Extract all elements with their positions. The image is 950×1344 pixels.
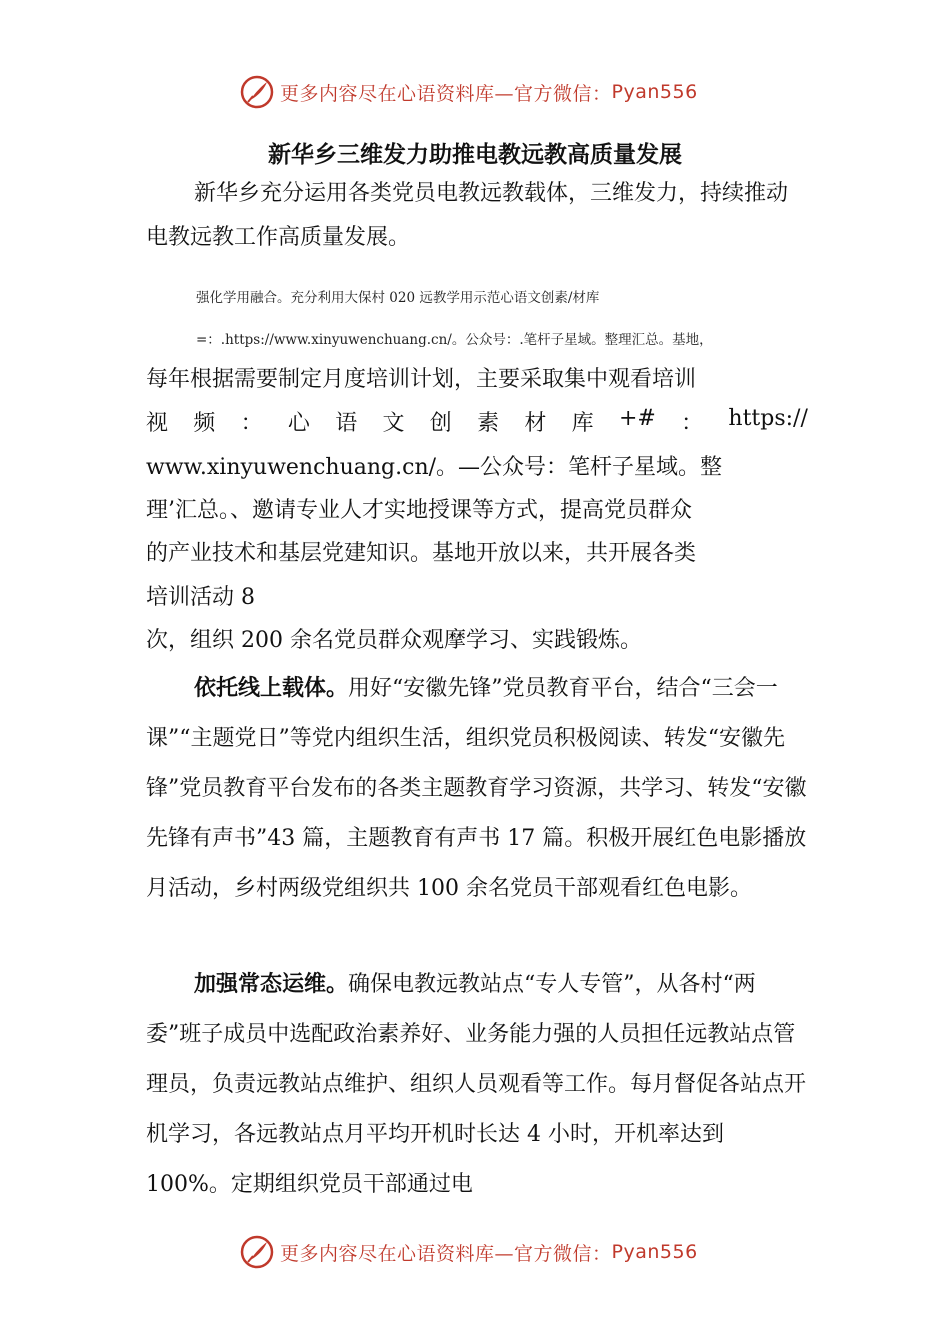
spread-word: 素 xyxy=(477,411,500,436)
section1-line-7: 次，组织 200 余名党员群众观摩学习、实践锻炼。 xyxy=(146,628,642,653)
feather-circle-logo-icon xyxy=(240,1235,274,1269)
spread-word: ： xyxy=(240,411,263,436)
section1-small-line-2: =：.https://www.xinyuwenchuang.cn/。公众号：.笔杆子星域。整理汇总。基地， xyxy=(196,332,713,348)
spread-word: 语 xyxy=(335,411,358,436)
section3-paragraph xyxy=(146,960,808,1210)
spread-word: 频 xyxy=(193,411,216,436)
section1-line-3: www.xinyuwenchuang.cn/。—公众号：笔杆子星域。整 xyxy=(146,455,723,480)
section3-body: 确保电教远教站点“专人专管”，从各村“两委”班子成员中选配政治素养好、业务能力强的人员担任远教站点管理员，负责远教站点维护、组织人员观看等工作。每月督促各站点开机学习，各远教站点月平均开机时长达 4 小时，开机率达到 100%。定期组织党员干部通过电 xyxy=(146,972,807,1197)
banner-text: 更多内容尽在心语资料库—官方微信： xyxy=(280,82,612,105)
section2-body: 用好“安徽先锋”党员教育平台，结合“三会一课”“主题党日”等党内组织生活，组织党员积极阅读、转发“安徽先锋”党员教育平台发布的各类主题教育学习资源，共学习、转发“安徽先锋有声书”43 篇，主题教育有声书 17 篇。积极开展红色电影播放月活动，乡村两级党组织共 100 余名党员干部观看红色电影。 xyxy=(146,676,807,901)
section2-lead: 依托线上载体。 xyxy=(194,676,349,701)
header-banner xyxy=(240,72,740,112)
page-title: 新华乡三维发力助推电教远教高质量发展 xyxy=(268,142,682,168)
banner-text: 更多内容尽在心语资料库—官方微信： xyxy=(280,1242,612,1265)
section1-spread-line xyxy=(146,406,808,437)
section2-paragraph xyxy=(146,664,808,914)
spread-word: 视 xyxy=(146,411,169,436)
section3-lead: 加强常态运维。 xyxy=(194,972,349,997)
footer-banner xyxy=(240,1232,740,1272)
spread-word: 创 xyxy=(429,411,452,436)
section1-line-4: 理’汇总。、邀请专业人才实地授课等方式，提高党员群众 xyxy=(146,498,692,523)
spread-word: ： xyxy=(681,411,704,436)
spread-word: 心 xyxy=(287,411,310,436)
spread-word: 文 xyxy=(382,411,405,436)
section1-line-6: 培训活动 8 xyxy=(146,585,255,610)
section1-line-1: 每年根据需要制定月度培训计划，主要采取集中观看培训 xyxy=(146,367,697,392)
spread-word: https:// xyxy=(728,406,808,431)
intro-paragraph: 新华乡充分运用各类党员电教远教载体，三维发力，持续推动电教远教工作高质量发展。 xyxy=(146,181,789,250)
banner-wechat-id: Pyan556 xyxy=(611,1241,698,1263)
feather-circle-logo-icon xyxy=(240,75,274,109)
section1-small-line-1: 强化学用融合。充分利用大保村 020 远教学用示范心语文创素/材库 xyxy=(196,290,600,306)
spread-word: +# xyxy=(618,406,656,431)
spread-word: 材 xyxy=(524,411,547,436)
banner-wechat-id: Pyan556 xyxy=(611,81,698,103)
spread-word: 库 xyxy=(571,411,594,436)
section1-line-5: 的产业技术和基层党建知识。基地开放以来，共开展各类 xyxy=(146,541,697,566)
